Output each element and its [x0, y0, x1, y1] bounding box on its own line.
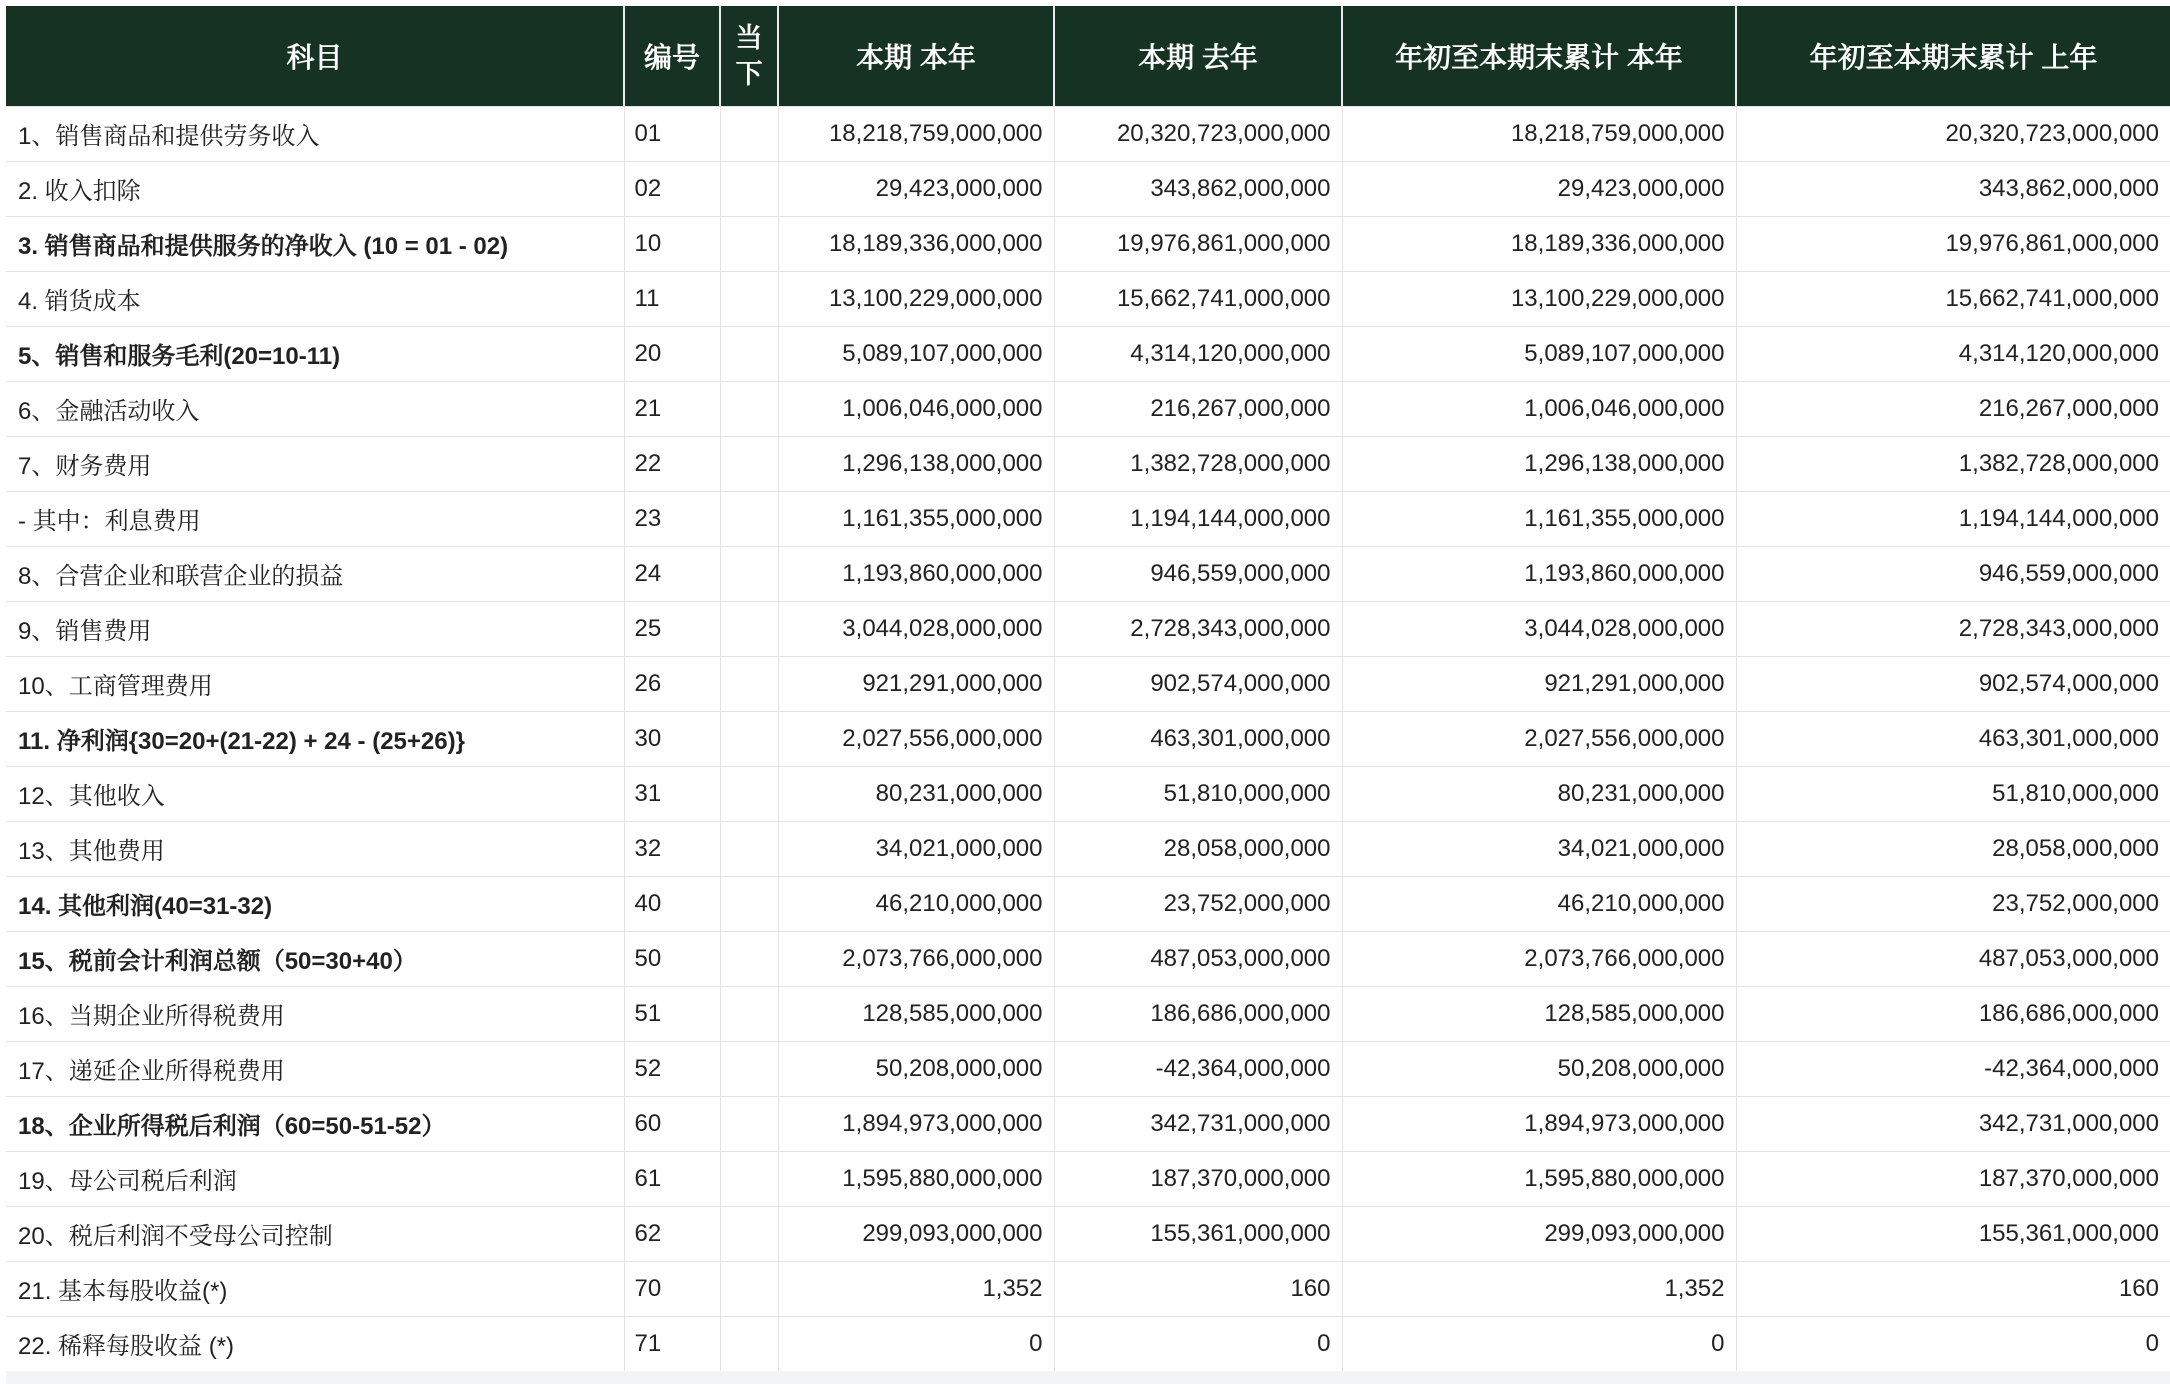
table-row	[6, 381, 2170, 436]
row-code: 60	[624, 1096, 720, 1151]
row-code: 52	[624, 1041, 720, 1096]
header-code: 编号	[624, 6, 720, 106]
row-note	[720, 1041, 778, 1096]
row-code: 20	[624, 326, 720, 381]
row-note	[720, 106, 778, 161]
row-current-last-year: 2,728,343,000,000	[1054, 601, 1342, 656]
row-ytd-this-year: 1,296,138,000,000	[1342, 436, 1736, 491]
row-note	[720, 271, 778, 326]
row-label: 13、其他费用	[6, 821, 624, 876]
row-ytd-this-year: 18,218,759,000,000	[1342, 106, 1736, 161]
row-note	[720, 381, 778, 436]
row-current-last-year: 23,752,000,000	[1054, 876, 1342, 931]
row-current-this-year: 1,894,973,000,000	[778, 1096, 1054, 1151]
row-ytd-this-year: 1,006,046,000,000	[1342, 381, 1736, 436]
row-label: 1、销售商品和提供劳务收入	[6, 106, 624, 161]
row-label: 2. 收入扣除	[6, 161, 624, 216]
row-note	[720, 161, 778, 216]
row-ytd-this-year: 1,193,860,000,000	[1342, 546, 1736, 601]
row-ytd-this-year: 46,210,000,000	[1342, 876, 1736, 931]
income-statement-panel	[6, 6, 2170, 1384]
row-current-this-year: 2,027,556,000,000	[778, 711, 1054, 766]
row-note	[720, 491, 778, 546]
row-current-last-year: 946,559,000,000	[1054, 546, 1342, 601]
row-code: 70	[624, 1261, 720, 1316]
row-note	[720, 1151, 778, 1206]
row-code: 32	[624, 821, 720, 876]
row-label: 4. 销货成本	[6, 271, 624, 326]
row-current-last-year: 342,731,000,000	[1054, 1096, 1342, 1151]
row-ytd-last-year: 2,728,343,000,000	[1736, 601, 2170, 656]
header-current-last-year: 本期 去年	[1054, 6, 1342, 106]
row-current-this-year: 3,044,028,000,000	[778, 601, 1054, 656]
row-current-this-year: 128,585,000,000	[778, 986, 1054, 1041]
row-note	[720, 1316, 778, 1371]
row-current-this-year: 1,595,880,000,000	[778, 1151, 1054, 1206]
row-current-this-year: 1,352	[778, 1261, 1054, 1316]
row-ytd-last-year: 28,058,000,000	[1736, 821, 2170, 876]
row-current-last-year: 1,382,728,000,000	[1054, 436, 1342, 491]
row-code: 61	[624, 1151, 720, 1206]
row-ytd-last-year: 342,731,000,000	[1736, 1096, 2170, 1151]
row-code: 01	[624, 106, 720, 161]
row-label: 11. 净利润{30=20+(21-22) + 24 - (25+26)}	[6, 711, 624, 766]
row-current-this-year: 299,093,000,000	[778, 1206, 1054, 1261]
table-row	[6, 1316, 2170, 1371]
row-code: 40	[624, 876, 720, 931]
row-code: 26	[624, 656, 720, 711]
row-note	[720, 821, 778, 876]
row-ytd-last-year: 902,574,000,000	[1736, 656, 2170, 711]
row-label: 9、销售费用	[6, 601, 624, 656]
row-ytd-last-year: 487,053,000,000	[1736, 931, 2170, 986]
table-row	[6, 436, 2170, 491]
row-ytd-last-year: 0	[1736, 1316, 2170, 1371]
row-ytd-last-year: 15,662,741,000,000	[1736, 271, 2170, 326]
row-label: 14. 其他利润(40=31-32)	[6, 876, 624, 931]
row-code: 11	[624, 271, 720, 326]
row-ytd-this-year: 13,100,229,000,000	[1342, 271, 1736, 326]
row-label: 3. 销售商品和提供服务的净收入 (10 = 01 - 02)	[6, 216, 624, 271]
row-label: 10、工商管理费用	[6, 656, 624, 711]
row-code: 51	[624, 986, 720, 1041]
table-row	[6, 1206, 2170, 1261]
row-current-this-year: 1,006,046,000,000	[778, 381, 1054, 436]
row-current-last-year: 4,314,120,000,000	[1054, 326, 1342, 381]
row-current-last-year: 463,301,000,000	[1054, 711, 1342, 766]
table-row	[6, 931, 2170, 986]
row-current-last-year: 20,320,723,000,000	[1054, 106, 1342, 161]
row-current-this-year: 18,189,336,000,000	[778, 216, 1054, 271]
row-current-last-year: 1,194,144,000,000	[1054, 491, 1342, 546]
row-ytd-this-year: 80,231,000,000	[1342, 766, 1736, 821]
row-current-this-year: 18,218,759,000,000	[778, 106, 1054, 161]
table-row	[6, 271, 2170, 326]
table-row	[6, 601, 2170, 656]
row-note	[720, 216, 778, 271]
row-label: 16、当期企业所得税费用	[6, 986, 624, 1041]
table-row	[6, 1096, 2170, 1151]
row-current-last-year: -42,364,000,000	[1054, 1041, 1342, 1096]
table-row	[6, 711, 2170, 766]
header-note: 当 下	[720, 6, 778, 106]
row-label: - 其中：利息费用	[6, 491, 624, 546]
row-ytd-this-year: 29,423,000,000	[1342, 161, 1736, 216]
table-row	[6, 1151, 2170, 1206]
row-ytd-this-year: 1,595,880,000,000	[1342, 1151, 1736, 1206]
row-current-this-year: 29,423,000,000	[778, 161, 1054, 216]
row-current-last-year: 155,361,000,000	[1054, 1206, 1342, 1261]
row-note	[720, 326, 778, 381]
row-ytd-this-year: 1,161,355,000,000	[1342, 491, 1736, 546]
row-note	[720, 656, 778, 711]
row-ytd-this-year: 50,208,000,000	[1342, 1041, 1736, 1096]
row-ytd-last-year: 463,301,000,000	[1736, 711, 2170, 766]
table-row	[6, 491, 2170, 546]
table-row	[6, 1041, 2170, 1096]
row-code: 50	[624, 931, 720, 986]
row-current-this-year: 0	[778, 1316, 1054, 1371]
table-row	[6, 326, 2170, 381]
row-ytd-last-year: 186,686,000,000	[1736, 986, 2170, 1041]
table-row	[6, 161, 2170, 216]
row-current-last-year: 216,267,000,000	[1054, 381, 1342, 436]
income-statement-table	[6, 6, 2170, 1371]
row-current-this-year: 50,208,000,000	[778, 1041, 1054, 1096]
row-ytd-this-year: 1,352	[1342, 1261, 1736, 1316]
row-code: 25	[624, 601, 720, 656]
row-label: 12、其他收入	[6, 766, 624, 821]
row-current-this-year: 2,073,766,000,000	[778, 931, 1054, 986]
row-ytd-last-year: 155,361,000,000	[1736, 1206, 2170, 1261]
row-ytd-this-year: 2,027,556,000,000	[1342, 711, 1736, 766]
row-label: 5、销售和服务毛利(20=10-11)	[6, 326, 624, 381]
row-ytd-last-year: 946,559,000,000	[1736, 546, 2170, 601]
row-ytd-this-year: 0	[1342, 1316, 1736, 1371]
header-ytd-this-year: 年初至本期末累计 本年	[1342, 6, 1736, 106]
table-header-row	[6, 6, 2170, 106]
row-note	[720, 876, 778, 931]
row-code: 31	[624, 766, 720, 821]
row-ytd-this-year: 3,044,028,000,000	[1342, 601, 1736, 656]
row-current-this-year: 1,193,860,000,000	[778, 546, 1054, 601]
row-ytd-this-year: 128,585,000,000	[1342, 986, 1736, 1041]
row-current-this-year: 34,021,000,000	[778, 821, 1054, 876]
row-label: 15、税前会计利润总额（50=30+40）	[6, 931, 624, 986]
row-label: 19、母公司税后利润	[6, 1151, 624, 1206]
table-row	[6, 656, 2170, 711]
table-row	[6, 986, 2170, 1041]
row-ytd-this-year: 2,073,766,000,000	[1342, 931, 1736, 986]
row-note	[720, 1261, 778, 1316]
header-current-this-year: 本期 本年	[778, 6, 1054, 106]
row-code: 71	[624, 1316, 720, 1371]
row-code: 02	[624, 161, 720, 216]
row-ytd-last-year: 216,267,000,000	[1736, 381, 2170, 436]
row-ytd-last-year: 160	[1736, 1261, 2170, 1316]
table-body	[6, 106, 2170, 1371]
row-current-this-year: 921,291,000,000	[778, 656, 1054, 711]
row-note	[720, 1206, 778, 1261]
table-row	[6, 106, 2170, 161]
row-code: 22	[624, 436, 720, 491]
row-ytd-last-year: 1,382,728,000,000	[1736, 436, 2170, 491]
table-row	[6, 766, 2170, 821]
row-note	[720, 546, 778, 601]
row-ytd-this-year: 299,093,000,000	[1342, 1206, 1736, 1261]
row-ytd-this-year: 18,189,336,000,000	[1342, 216, 1736, 271]
row-current-this-year: 80,231,000,000	[778, 766, 1054, 821]
row-label: 8、合营企业和联营企业的损益	[6, 546, 624, 601]
row-note	[720, 931, 778, 986]
row-code: 23	[624, 491, 720, 546]
row-ytd-this-year: 1,894,973,000,000	[1342, 1096, 1736, 1151]
row-label: 18、企业所得税后利润（60=50-51-52）	[6, 1096, 624, 1151]
row-current-last-year: 487,053,000,000	[1054, 931, 1342, 986]
row-current-last-year: 187,370,000,000	[1054, 1151, 1342, 1206]
row-ytd-this-year: 921,291,000,000	[1342, 656, 1736, 711]
row-current-this-year: 46,210,000,000	[778, 876, 1054, 931]
row-ytd-last-year: 4,314,120,000,000	[1736, 326, 2170, 381]
row-current-last-year: 19,976,861,000,000	[1054, 216, 1342, 271]
table-row	[6, 216, 2170, 271]
row-ytd-last-year: 19,976,861,000,000	[1736, 216, 2170, 271]
row-ytd-this-year: 5,089,107,000,000	[1342, 326, 1736, 381]
table-row	[6, 876, 2170, 931]
row-label: 6、金融活动收入	[6, 381, 624, 436]
row-code: 10	[624, 216, 720, 271]
table-row	[6, 821, 2170, 876]
row-current-last-year: 0	[1054, 1316, 1342, 1371]
row-label: 7、财务费用	[6, 436, 624, 491]
header-ytd-last-year: 年初至本期末累计 上年	[1736, 6, 2170, 106]
row-current-last-year: 902,574,000,000	[1054, 656, 1342, 711]
row-current-this-year: 13,100,229,000,000	[778, 271, 1054, 326]
row-label: 20、税后利润不受母公司控制	[6, 1206, 624, 1261]
row-label: 22. 稀释每股收益 (*)	[6, 1316, 624, 1371]
row-current-last-year: 51,810,000,000	[1054, 766, 1342, 821]
row-current-this-year: 1,296,138,000,000	[778, 436, 1054, 491]
row-code: 30	[624, 711, 720, 766]
row-current-last-year: 186,686,000,000	[1054, 986, 1342, 1041]
row-ytd-last-year: 20,320,723,000,000	[1736, 106, 2170, 161]
row-current-last-year: 160	[1054, 1261, 1342, 1316]
row-current-this-year: 5,089,107,000,000	[778, 326, 1054, 381]
row-current-last-year: 28,058,000,000	[1054, 821, 1342, 876]
row-current-last-year: 343,862,000,000	[1054, 161, 1342, 216]
row-current-this-year: 1,161,355,000,000	[778, 491, 1054, 546]
table-row	[6, 1261, 2170, 1316]
row-ytd-last-year: 51,810,000,000	[1736, 766, 2170, 821]
row-note	[720, 766, 778, 821]
table-row	[6, 546, 2170, 601]
row-note	[720, 986, 778, 1041]
row-note	[720, 436, 778, 491]
row-code: 62	[624, 1206, 720, 1261]
row-ytd-last-year: 1,194,144,000,000	[1736, 491, 2170, 546]
row-ytd-last-year: 343,862,000,000	[1736, 161, 2170, 216]
row-code: 24	[624, 546, 720, 601]
row-label: 21. 基本每股收益(*)	[6, 1261, 624, 1316]
row-note	[720, 711, 778, 766]
row-label: 17、递延企业所得税费用	[6, 1041, 624, 1096]
row-ytd-last-year: -42,364,000,000	[1736, 1041, 2170, 1096]
header-item: 科目	[6, 6, 624, 106]
row-current-last-year: 15,662,741,000,000	[1054, 271, 1342, 326]
row-ytd-last-year: 187,370,000,000	[1736, 1151, 2170, 1206]
row-code: 21	[624, 381, 720, 436]
row-note	[720, 1096, 778, 1151]
row-ytd-last-year: 23,752,000,000	[1736, 876, 2170, 931]
row-ytd-this-year: 34,021,000,000	[1342, 821, 1736, 876]
row-note	[720, 601, 778, 656]
